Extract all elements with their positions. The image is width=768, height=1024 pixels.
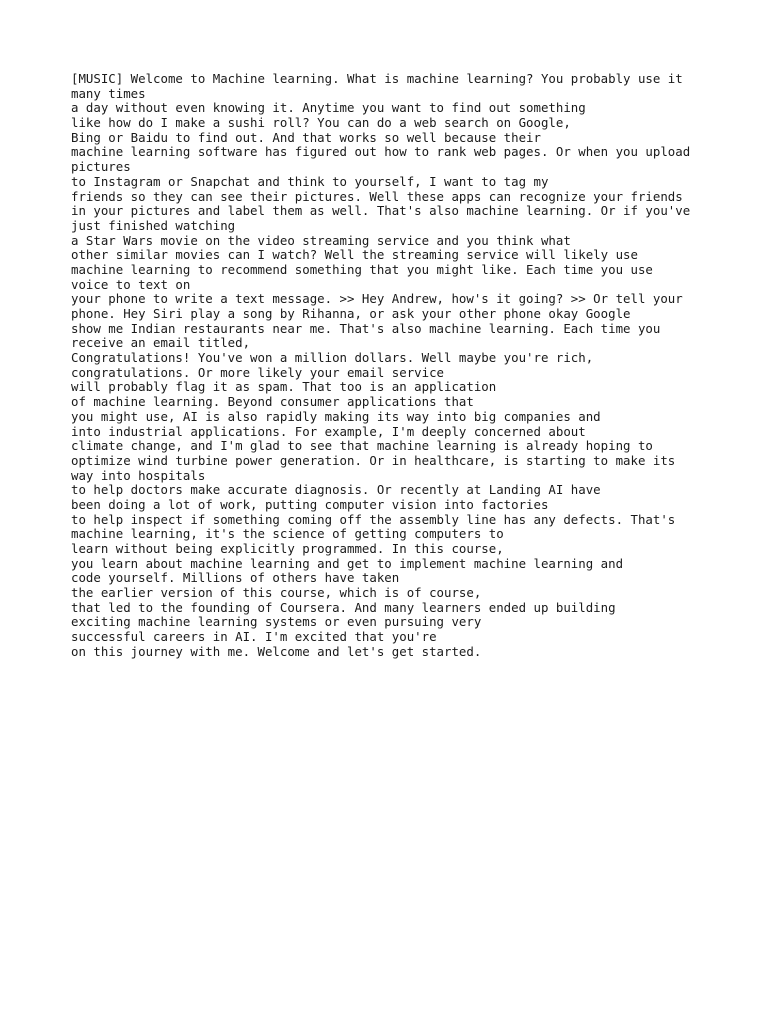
transcript-line: in your pictures and label them as well. That's also machine learning. Or if you've	[71, 203, 691, 219]
transcript-line: phone. Hey Siri play a song by Rihanna, or ask your other phone okay Google	[71, 306, 631, 321]
transcript-line: Bing or Baidu to find out. And that works so well because their	[71, 129, 541, 145]
transcript-line: machine learning software has figured out how to rank web pages. Or when you upload	[71, 144, 691, 160]
transcript-line: [MUSIC] Welcome to Machine learning. What is machine learning? You probably use it	[71, 71, 683, 86]
transcript-line: that led to the founding of Coursera. And many learners ended up building	[71, 599, 616, 615]
transcript-line: congratulations. Or more likely your email service	[71, 364, 444, 380]
transcript-line: on this journey with me. Welcome and let's get started.	[71, 643, 482, 659]
transcript-line: voice to text on	[71, 276, 191, 292]
transcript-line: to help inspect if something coming off the assembly line has any defects. That's	[71, 511, 676, 527]
transcript-line: you learn about machine learning and get to implement machine learning and	[71, 555, 624, 571]
transcript-line: climate change, and I'm glad to see that machine learning is already hoping to	[71, 438, 653, 454]
transcript-line: to help doctors make accurate diagnosis. Or recently at Landing AI have	[71, 482, 601, 498]
transcript-line: the earlier version of this course, which is of course,	[71, 585, 482, 601]
transcript-line: your phone to write a text message. >> Hey Andrew, how's it going? >> Or tell your	[71, 291, 683, 307]
transcript-line: you might use, AI is also rapidly making its way into big companies and	[71, 408, 601, 424]
transcript-line: been doing a lot of work, putting computer vision into factories	[71, 496, 549, 512]
transcript-line: a Star Wars movie on the video streaming service and you think what	[71, 232, 571, 248]
transcript-line: of machine learning. Beyond consumer applications that	[71, 394, 474, 410]
transcript-text	[71, 72, 711, 660]
transcript-line: machine learning, it's the science of getting computers to	[71, 526, 504, 542]
transcript-line: way into hospitals	[71, 467, 206, 483]
transcript-line: just finished watching	[71, 217, 236, 233]
transcript-line: learn without being explicitly programmed. In this course,	[71, 541, 504, 556]
transcript-line: receive an email titled,	[71, 335, 251, 351]
transcript-line: to Instagram or Snapchat and think to yourself, I want to tag my	[71, 173, 549, 189]
transcript-line: exciting machine learning systems or even pursuing very	[71, 614, 482, 630]
transcript-line: optimize wind turbine power generation. Or in healthcare, is starting to make its	[71, 452, 676, 468]
transcript-line: friends so they can see their pictures. Well these apps can recognize your friends	[71, 188, 683, 204]
transcript-line: a day without even knowing it. Anytime you want to find out something	[71, 100, 586, 116]
transcript-line: machine learning to recommend something that you might like. Each time you use	[71, 261, 653, 277]
transcript-line: like how do I make a sushi roll? You can do a web search on Google,	[71, 115, 571, 131]
transcript-line: code yourself. Millions of others have taken	[71, 570, 400, 586]
transcript-line: Congratulations! You've won a million dollars. Well maybe you're rich,	[71, 350, 594, 366]
transcript-line: will probably flag it as spam. That too is an application	[71, 379, 497, 395]
transcript-line: into industrial applications. For example, I'm deeply concerned about	[71, 423, 586, 439]
transcript-line: pictures	[71, 159, 131, 175]
transcript-line: other similar movies can I watch? Well the streaming service will likely use	[71, 247, 638, 263]
transcript-line: many times	[71, 85, 146, 101]
transcript-line: show me Indian restaurants near me. That's also machine learning. Each time you	[71, 320, 661, 336]
transcript-line: successful careers in AI. I'm excited that you're	[71, 629, 437, 645]
